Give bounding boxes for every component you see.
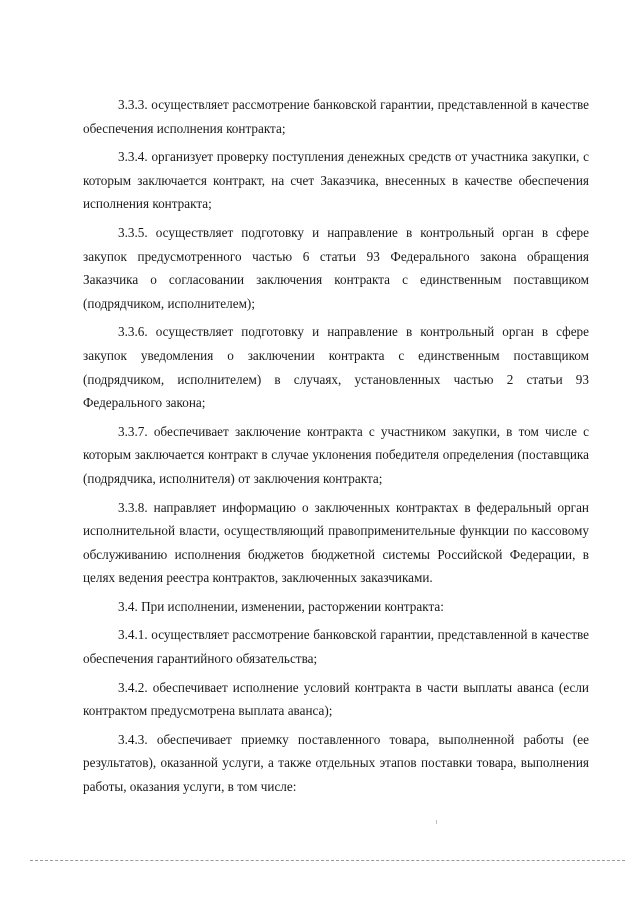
paragraph-3-3-7: 3.3.7. обеспечивает заключение контракта с участником закупки, в том числе с которым заключается контракт в случае уклонения победителя определения (поставщика (подрядчика, исполнителя) от заключения контракта; (83, 423, 589, 486)
paragraph-3-3-3: 3.3.3. осуществляет рассмотрение банковской гарантии, представленной в качестве обеспечения исполнения контракта; (83, 97, 589, 136)
scan-artifact (436, 820, 437, 824)
document-body (83, 93, 589, 804)
paragraph-3-4: 3.4. При исполнении, изменении, расторжении контракта: (118, 598, 444, 614)
page-bottom-divider (30, 860, 625, 861)
paragraph-3-3-6: 3.3.6. осуществляет подготовку и направление в контрольный орган в сфере закупок уведомления о заключении контракта с единственным поставщиком (подрядчиком, исполнителем) в случаях, установленных частью 2 статьи 93 Федерального закона; (83, 324, 589, 411)
paragraph-3-4-2: 3.4.2. обеспечивает исполнение условий контракта в части выплаты аванса (если контрактом предусмотрена выплата аванса); (83, 679, 589, 719)
paragraph-3-3-5: 3.3.5. осуществляет подготовку и направление в контрольный орган в сфере закупок предусмотренного частью 6 статьи 93 Федерального закона обращения Заказчика о согласовании заключения контракта с единственным поставщиком (подрядчиком, исполнителем); (83, 224, 589, 311)
paragraph-3-4-1: 3.4.1. осуществляет рассмотрение банковской гарантии, представленной в качестве обеспечения гарантийного обязательства; (83, 627, 589, 667)
paragraph-3-4-3: 3.4.3. обеспечивает приемку поставленного товара, выполненной работы (ее результатов), оказанной услуги, а также отдельных этапов поставки товара, выполнения работы, оказания услуги, в том числе: (83, 731, 589, 795)
paragraph-3-3-8: 3.3.8. направляет информацию о заключенных контрактах в федеральный орган исполнительной власти, осуществляющий правоприменительные функции по кассовому обслуживанию исполнения бюджетов бюджетной системы Российской Федерации, в целях ведения реестра контрактов, заключенных заказчиками. (83, 499, 589, 586)
paragraph-3-3-4: 3.3.4. организует проверку поступления денежных средств от участника закупки, с которым заключается контракт, на счет Заказчика, внесенных в качестве обеспечения исполнения контракта; (83, 149, 589, 212)
